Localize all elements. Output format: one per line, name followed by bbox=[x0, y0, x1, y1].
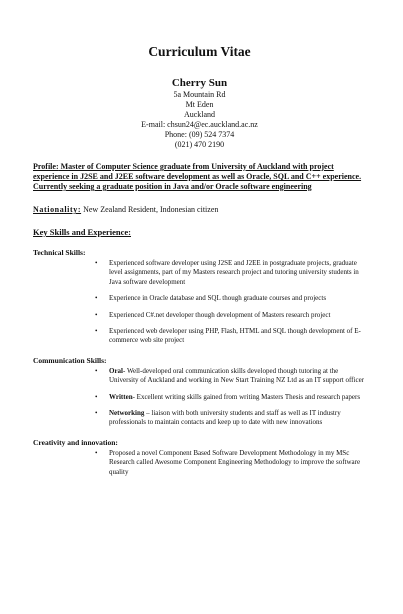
technical-skills-list bbox=[33, 259, 366, 346]
address-block bbox=[33, 90, 366, 150]
bullet: • bbox=[95, 409, 98, 418]
profile-text: Master of Computer Science graduate from University of Auckland with project experience in J2SE and J2EE software development as well as Oracle, SQL and C++ experience. Currently seeking a graduate position in Java and/or Oracle software engineering bbox=[33, 162, 362, 191]
list-item bbox=[33, 393, 366, 402]
cv-page bbox=[0, 44, 403, 614]
creativity-list bbox=[33, 449, 366, 477]
list-item-lead: Oral bbox=[109, 366, 123, 375]
email-line: E-mail: chsun24@ec.auckland.ac.nz bbox=[141, 120, 258, 129]
list-item bbox=[33, 259, 366, 287]
list-item-text: Proposed a novel Component Based Software Development Methodology in my MSc Research called Awesome Component Engineering Methodology to improve the software quality bbox=[109, 448, 361, 476]
list-item-text: – liaison with both university students and staff as well as IT industry professionals to maintain contacts and keep up to date with new innovations bbox=[109, 409, 341, 427]
nationality-label: Nationality: bbox=[33, 205, 82, 214]
bullet: • bbox=[95, 366, 98, 375]
profile-paragraph bbox=[33, 162, 366, 192]
communication-skills-heading: Communication Skills: bbox=[33, 355, 107, 365]
nationality-line bbox=[33, 205, 366, 215]
list-item bbox=[33, 367, 366, 386]
list-item-text: - Excellent writing skills gained from writing Masters Thesis and research papers bbox=[132, 392, 361, 401]
list-item-text: Experienced web developer using PHP, Flash, HTML and SQL though development of E-commerce web site project bbox=[109, 327, 361, 345]
list-item-lead: Written bbox=[109, 392, 133, 401]
bullet: • bbox=[95, 294, 98, 303]
document-title: Curriculum Vitae bbox=[148, 44, 251, 59]
address-line: 5a Mountain Rd bbox=[173, 90, 226, 99]
bullet: • bbox=[95, 448, 98, 457]
nationality-text: New Zealand Resident, Indonesian citizen bbox=[81, 205, 219, 214]
list-item-text: Experienced software developer using J2SE and J2EE in postgraduate projects, graduate level assignments, part of my Masters research project and tutoring university students in Java software development bbox=[109, 259, 359, 286]
communication-skills-list bbox=[33, 367, 366, 428]
list-item bbox=[33, 294, 366, 303]
list-item bbox=[33, 449, 366, 477]
list-item-text: - Well-developed oral communication skills developed though tutoring at the University of Auckland and working in New Start Training NZ Ltd as an IT support officer bbox=[109, 366, 365, 385]
bullet: • bbox=[95, 327, 98, 336]
list-item bbox=[33, 327, 366, 346]
address-line: Auckland bbox=[183, 110, 216, 119]
address-line: Mt Eden bbox=[185, 100, 214, 109]
bullet: • bbox=[95, 259, 98, 267]
creativity-heading: Creativity and innovation: bbox=[33, 437, 118, 447]
list-item bbox=[33, 409, 366, 428]
mobile-line: (021) 470 2190 bbox=[174, 140, 225, 149]
phone-line: Phone: (09) 524 7374 bbox=[164, 130, 235, 139]
technical-skills-heading: Technical Skills: bbox=[33, 248, 86, 257]
profile-label: Profile: bbox=[33, 162, 59, 171]
skills-heading: Key Skills and Experience: bbox=[33, 227, 131, 237]
list-item-text: Experienced C#.net developer though development of Masters research project bbox=[109, 310, 331, 319]
bullet: • bbox=[95, 392, 98, 401]
list-item bbox=[33, 311, 366, 320]
bullet: • bbox=[95, 310, 98, 319]
list-item-text: Experience in Oracle database and SQL though graduate courses and projects bbox=[109, 294, 327, 303]
person-name: Cherry Sun bbox=[171, 77, 228, 89]
list-item-lead: Networking bbox=[109, 409, 145, 418]
